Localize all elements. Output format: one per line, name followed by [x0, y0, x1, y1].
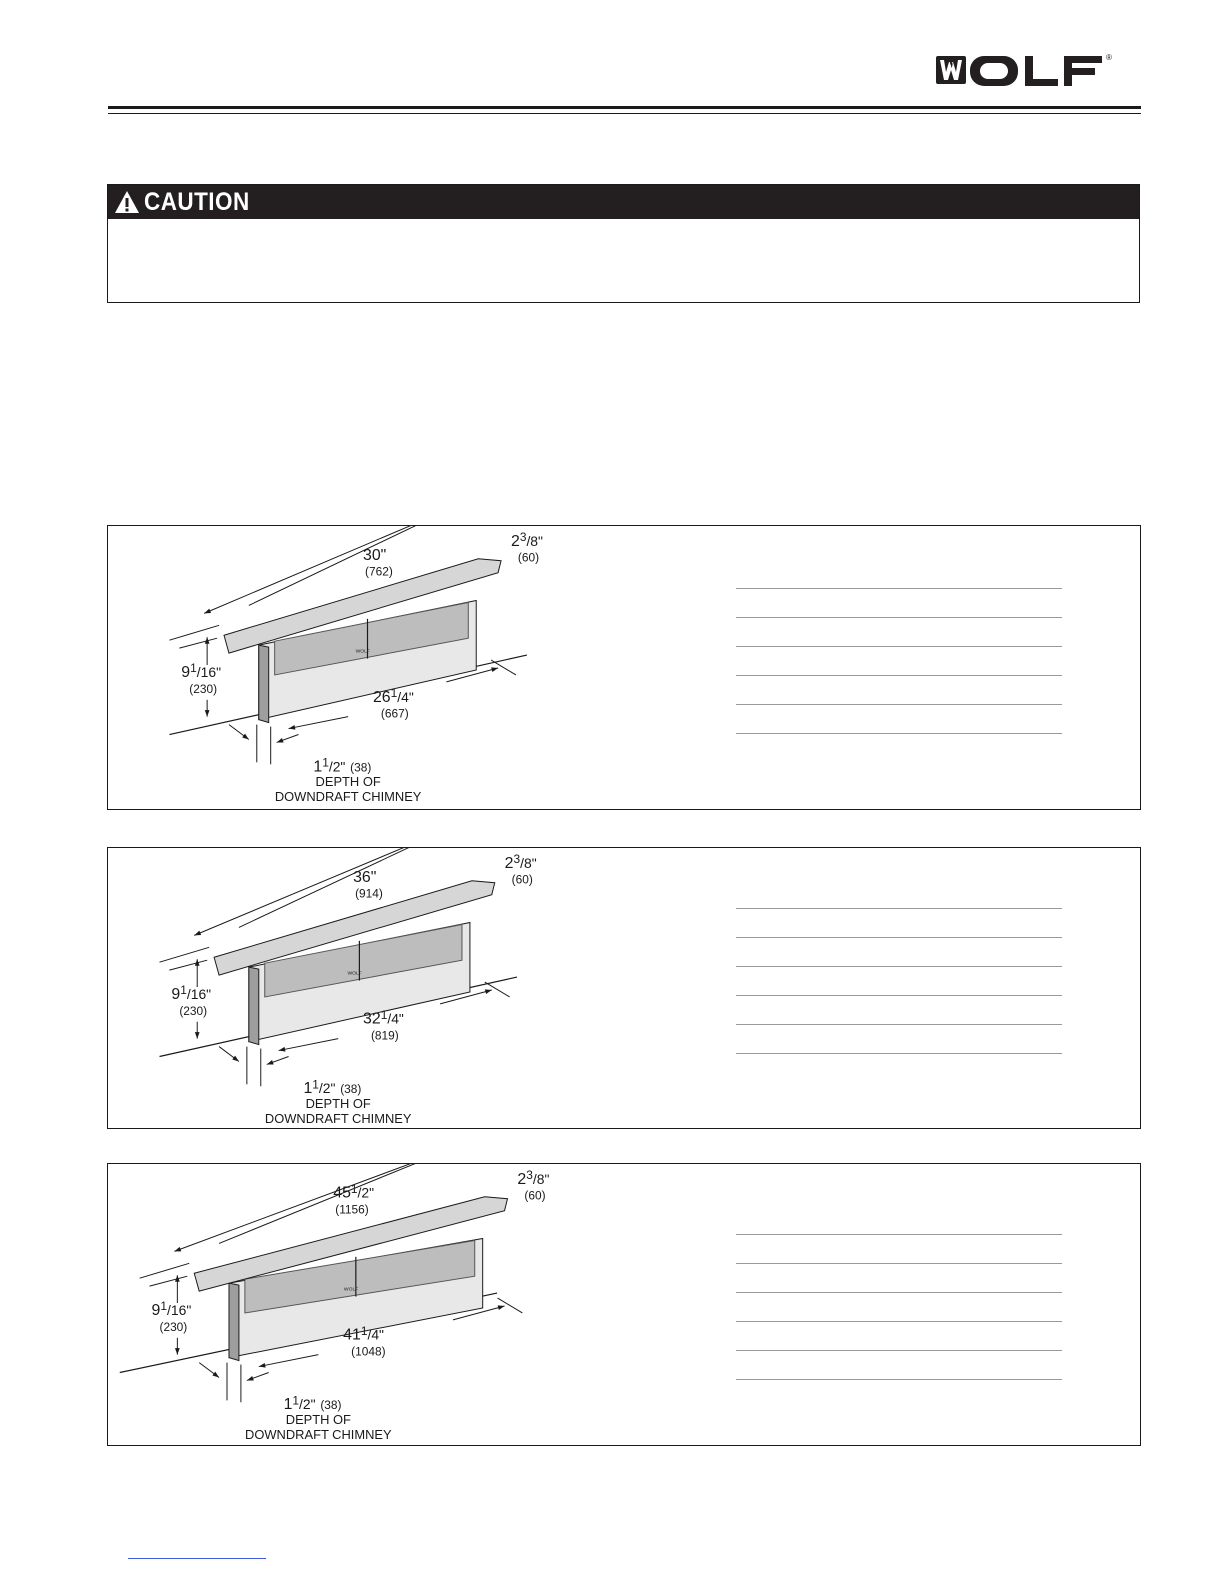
inner-width-label: $26^1/4$" [372, 685, 414, 706]
height-mm-label: (230) [179, 1003, 208, 1018]
spec-line [736, 1379, 1062, 1380]
top-depth-label: $2^3/8$" [517, 1167, 550, 1188]
inner-arrow-left-head [259, 1363, 266, 1368]
spec-line [736, 617, 1062, 618]
inner-ext [485, 982, 510, 997]
spec-line [736, 908, 1062, 909]
spec-lines [736, 588, 1062, 734]
chimney-depth-caption-1: DEPTH OF [305, 1096, 371, 1112]
top-depth-label: $2^3/8$" [504, 851, 537, 872]
chimney-depth-arrow-b-head [267, 1060, 274, 1064]
inner-width-label: $32^1/4$" [363, 1007, 404, 1028]
spec-line [736, 937, 1062, 938]
chimney-depth-caption-1: DEPTH OF [315, 774, 381, 790]
product-badge: WOLF [347, 971, 362, 977]
panel-30 [107, 525, 1141, 810]
width-ext-left [159, 947, 209, 962]
downdraft-diagram [108, 1164, 628, 1445]
wolf-logo [930, 50, 1142, 94]
chimney-depth-caption-2: DOWNDRAFT CHIMNEY [274, 789, 422, 805]
chimney-depth-label: $1^1/2$" [303, 1077, 336, 1098]
width-mm-label: (914) [355, 886, 383, 901]
warning-triangle-icon [114, 190, 140, 214]
top-depth-mm-label: (60) [524, 1188, 546, 1203]
top-depth-label: $2^3/8$" [510, 529, 543, 550]
height-label: $9^1/16$" [151, 1298, 192, 1319]
spec-line [736, 1263, 1062, 1264]
inner-arrow-right-head [485, 989, 492, 994]
inner-width-mm-label: (819) [370, 1028, 399, 1043]
width-label: $45^1/2$" [333, 1181, 375, 1202]
header-rule-thin [108, 113, 1141, 114]
width-label: 30" [363, 546, 387, 564]
header-rule-thick [108, 106, 1141, 109]
height-ext-top [150, 1276, 188, 1286]
spec-line [736, 1234, 1062, 1235]
chimney-depth-arrow-a-head [242, 734, 249, 740]
inner-arrow-left-head [289, 725, 296, 730]
width-ext-left [140, 1263, 190, 1278]
spec-line [736, 675, 1062, 676]
height-label: $9^1/16$" [171, 982, 212, 1003]
caution-header [108, 185, 1139, 219]
inner-width-mm-label: (667) [380, 706, 409, 721]
width-mm-label: (762) [365, 564, 393, 579]
inner-arrow-left-head [279, 1047, 286, 1052]
chimney-depth-caption-2: DOWNDRAFT CHIMNEY [264, 1111, 412, 1127]
chimney-depth-arrow-b-head [277, 738, 284, 742]
chimney-depth-label: $1^1/2$" [283, 1393, 316, 1414]
top-depth-mm-label: (60) [517, 550, 540, 565]
panel-45 [107, 1163, 1141, 1446]
inner-arrow-left [289, 717, 349, 729]
spec-line [736, 1321, 1062, 1322]
inner-ext [491, 660, 516, 675]
inner-arrow-right-head [491, 667, 498, 672]
width-arrow-left-head [194, 931, 201, 936]
chimney-depth-arrow-b-head [247, 1376, 254, 1380]
height-ext-top [169, 960, 207, 970]
height-arrow-down-head [205, 710, 210, 717]
width-ext-left [169, 625, 219, 640]
downdraft-diagram [108, 848, 628, 1128]
spec-line [736, 995, 1062, 996]
height-arrow-down-head [195, 1032, 200, 1039]
caution-title: CAUTION [144, 187, 250, 216]
inner-ext [498, 1298, 523, 1313]
width-arrow-left-head [174, 1247, 181, 1252]
chimney-depth-arrow-a-head [212, 1372, 219, 1378]
spec-line [736, 1024, 1062, 1025]
width-arrow-left [204, 526, 456, 613]
spec-line [736, 588, 1062, 589]
panel-36 [107, 847, 1141, 1129]
footer-link-underline[interactable] [128, 1558, 266, 1559]
width-mm-label: (1156) [335, 1202, 369, 1217]
chimney-depth-mm-label: (38) [340, 1082, 362, 1097]
width-arrow-left-head [204, 609, 211, 614]
product-badge: WOLF [343, 1287, 359, 1293]
spec-line [736, 646, 1062, 647]
spec-line [736, 1350, 1062, 1351]
spec-line [736, 704, 1062, 705]
spec-lines [736, 908, 1062, 1054]
downdraft-diagram [108, 526, 628, 809]
height-arrow-down-head [175, 1348, 180, 1355]
spec-lines [736, 1234, 1062, 1380]
width-label: 36" [353, 868, 377, 886]
width-arrow-left [194, 848, 450, 935]
chimney-depth-arrow-a-head [232, 1056, 239, 1062]
top-depth-mm-label: (60) [511, 872, 533, 887]
height-label: $9^1/16$" [181, 660, 222, 681]
height-mm-label: (230) [159, 1319, 188, 1334]
spec-line [736, 1292, 1062, 1293]
spec-line [736, 733, 1062, 734]
chimney-side [249, 967, 259, 1044]
chimney-depth-mm-label: (38) [350, 760, 372, 775]
spec-line [736, 1053, 1062, 1054]
height-mm-label: (230) [189, 681, 218, 696]
registered-mark: ® [1106, 53, 1112, 62]
width-arrow-left [174, 1164, 462, 1251]
inner-arrow-left [279, 1039, 339, 1051]
inner-arrow-right-head [498, 1305, 505, 1310]
inner-width-mm-label: (1048) [351, 1344, 386, 1359]
chimney-depth-mm-label: (38) [320, 1398, 342, 1413]
inner-arrow-left [259, 1355, 319, 1367]
chimney-depth-label: $1^1/2$" [313, 755, 346, 776]
spec-line [736, 966, 1062, 967]
chimney-side [259, 645, 269, 722]
chimney-depth-caption-1: DEPTH OF [285, 1412, 351, 1428]
chimney-side [229, 1283, 239, 1360]
chimney-depth-caption-2: DOWNDRAFT CHIMNEY [245, 1427, 392, 1443]
height-ext-top [179, 638, 217, 648]
inner-width-label: $41^1/4$" [343, 1323, 384, 1344]
product-badge: WOLF [355, 649, 370, 655]
caution-box [107, 184, 1140, 303]
